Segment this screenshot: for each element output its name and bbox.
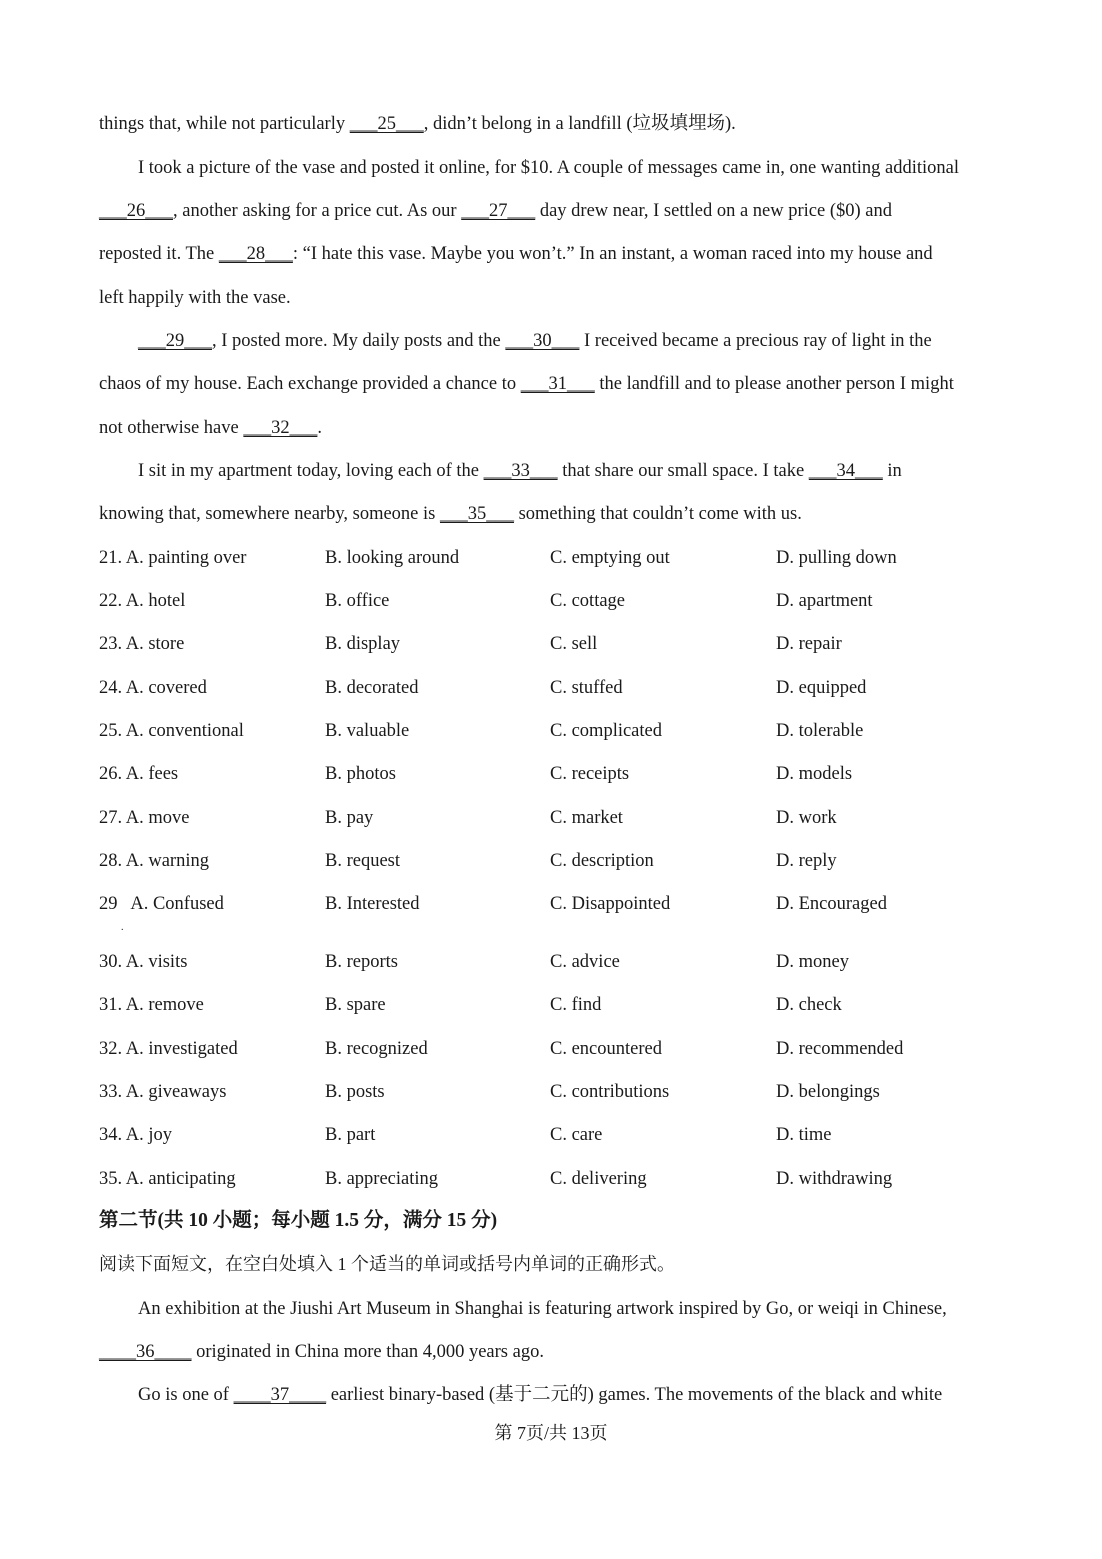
option-a: 28. A. warning	[99, 851, 209, 871]
passage-line	[138, 1297, 947, 1321]
option-d: D. models	[776, 764, 853, 784]
option-b: B. office	[325, 591, 390, 611]
option-a: 35. A. anticipating	[99, 1169, 236, 1189]
passage-text: things that, while not particularly	[99, 114, 350, 134]
passage-text: I received became a precious ray of light in the	[579, 331, 932, 351]
option-row	[99, 950, 999, 974]
option-row	[99, 589, 999, 613]
option-c: C. stuffed	[550, 678, 623, 698]
passage-text: An exhibition at the Jiushi Art Museum in Shanghai is featuring artwork inspired by Go, or weiqi in Chinese,	[138, 1299, 947, 1319]
option-c: C. sell	[550, 634, 598, 654]
passage-text: I sit in my apartment today, loving each of the	[138, 461, 484, 481]
option-d: D. work	[776, 808, 837, 828]
option-b: B. request	[325, 851, 401, 871]
option-b: B. posts	[325, 1082, 385, 1102]
option-d: D. withdrawing	[776, 1169, 893, 1189]
passage-text: in	[882, 461, 902, 481]
option-c: C. contributions	[550, 1082, 670, 1102]
option-a: 21. A. painting over	[99, 548, 247, 568]
option-row	[99, 676, 999, 700]
option-d: D. equipped	[776, 678, 867, 698]
option-d: D. pulling down	[776, 548, 897, 568]
option-b: B. reports	[325, 952, 398, 972]
blank-29: ___29___	[138, 331, 212, 351]
passage-text: reposted it. The	[99, 244, 219, 264]
blank-33: ___33___	[483, 461, 558, 481]
page-number: 第 7页/共 13页	[494, 1423, 608, 1443]
blank-35: ___35___	[439, 504, 514, 524]
option-d: D. Encouraged	[776, 894, 887, 914]
passage-line	[138, 156, 959, 180]
option-a: 23. A. store	[99, 634, 185, 654]
option-d: D. repair	[776, 634, 842, 654]
passage-text: originated in China more than 4,000 years ago.	[191, 1342, 544, 1362]
passage-line	[99, 372, 954, 396]
option-a: 30. A. visits	[99, 952, 188, 972]
option-b: B. pay	[325, 808, 374, 828]
passage-line	[99, 242, 933, 266]
option-b: B. display	[325, 634, 401, 654]
stray-dot: .	[121, 922, 124, 933]
option-b: B. photos	[325, 764, 396, 784]
option-a: 29 A. Confused	[99, 894, 224, 914]
option-a: 31. A. remove	[99, 995, 204, 1015]
option-b: B. recognized	[325, 1039, 428, 1059]
blank-34: ___34___	[808, 461, 883, 481]
option-d: D. belongings	[776, 1082, 880, 1102]
option-d: D. tolerable	[776, 721, 864, 741]
option-row	[99, 993, 999, 1017]
option-row	[99, 546, 999, 570]
passage-line	[99, 112, 736, 136]
passage-text: day drew near, I settled on a new price ($0) and	[535, 201, 892, 221]
blank-28: ___28___	[218, 244, 293, 264]
option-c: C. receipts	[550, 764, 630, 784]
passage-line	[138, 329, 932, 353]
passage-text: I took a picture of the vase and posted it online, for $10. A couple of messages came in, one wanting additional	[138, 158, 959, 178]
option-row	[99, 892, 999, 916]
option-b: B. looking around	[325, 548, 460, 568]
option-a: 22. A. hotel	[99, 591, 186, 611]
option-c: C. find	[550, 995, 602, 1015]
option-c: C. market	[550, 808, 623, 828]
option-c: C. advice	[550, 952, 620, 972]
option-c: C. cottage	[550, 591, 626, 611]
passage-text: , another asking for a price cut. As our	[173, 201, 462, 221]
option-row	[99, 1080, 999, 1104]
option-d: D. apartment	[776, 591, 873, 611]
option-d: D. recommended	[776, 1039, 904, 1059]
option-b: B. appreciating	[325, 1169, 439, 1189]
passage-text: left happily with the vase.	[99, 288, 291, 308]
blank-27: ___27___	[461, 201, 536, 221]
option-row	[99, 1123, 999, 1147]
option-c: C. delivering	[550, 1169, 647, 1189]
option-c: C. care	[550, 1125, 603, 1145]
option-b: B. valuable	[325, 721, 410, 741]
option-row	[99, 719, 999, 743]
option-row	[99, 632, 999, 656]
option-b: B. spare	[325, 995, 386, 1015]
option-row	[99, 762, 999, 786]
passage-line	[138, 1383, 942, 1407]
section-instruction: 阅读下面短文，在空白处填入 1 个适当的单词或括号内单词的正确形式。	[99, 1254, 675, 1274]
blank-36: ____36____	[99, 1342, 192, 1362]
option-b: B. Interested	[325, 894, 420, 914]
blank-25: ___25___	[349, 114, 424, 134]
option-b: B. part	[325, 1125, 376, 1145]
passage-line	[99, 286, 291, 310]
option-row	[99, 806, 999, 830]
passage-text: Go is one of	[138, 1385, 234, 1405]
option-a: 27. A. move	[99, 808, 190, 828]
option-c: C. encountered	[550, 1039, 662, 1059]
blank-37: ____37____	[233, 1385, 327, 1405]
option-d: D. time	[776, 1125, 832, 1145]
passage-line	[99, 1340, 544, 1364]
option-d: D. money	[776, 952, 849, 972]
passage-text: knowing that, somewhere nearby, someone is	[99, 504, 440, 524]
blank-32: ___32___	[243, 418, 318, 438]
option-c: C. Disappointed	[550, 894, 671, 914]
option-d: D. reply	[776, 851, 837, 871]
option-a: 34. A. joy	[99, 1125, 172, 1145]
passage-text: that share our small space. I take	[557, 461, 809, 481]
passage-line	[99, 416, 322, 440]
blank-26: ___26___	[99, 201, 173, 221]
option-row	[99, 849, 999, 873]
option-row	[99, 1167, 999, 1191]
option-a: 26. A. fees	[99, 764, 179, 784]
passage-text: , I posted more. My daily posts and the	[212, 331, 506, 351]
passage-text: not otherwise have	[99, 418, 244, 438]
passage-text: earliest binary-based (基于二元的) games. The movements of the black and white	[326, 1385, 943, 1405]
passage-text: , didn’t belong in a landfill (垃圾填埋场).	[423, 114, 736, 134]
passage-text: : “I hate this vase. Maybe you won’t.” In an instant, a woman raced into my house and	[292, 244, 933, 264]
option-d: D. check	[776, 995, 842, 1015]
option-a: 24. A. covered	[99, 678, 207, 698]
passage-text: something that couldn’t come with us.	[513, 504, 802, 524]
option-a: 33. A. giveaways	[99, 1082, 227, 1102]
option-a: 32. A. investigated	[99, 1039, 238, 1059]
blank-30: ___30___	[505, 331, 580, 351]
option-a: 25. A. conventional	[99, 721, 244, 741]
option-b: B. decorated	[325, 678, 419, 698]
passage-line	[138, 459, 902, 483]
blank-31: ___31___	[520, 374, 595, 394]
passage-line	[99, 199, 892, 223]
passage-text: the landfill and to please another person I might	[594, 374, 954, 394]
passage-text: chaos of my house. Each exchange provided a chance to	[99, 374, 521, 394]
section-title: 第二节(共 10 小题；每小题 1.5 分，满分 15 分)	[99, 1210, 498, 1231]
option-row	[99, 1037, 999, 1061]
option-c: C. complicated	[550, 721, 662, 741]
option-c: C. emptying out	[550, 548, 670, 568]
passage-text: .	[317, 418, 322, 438]
option-c: C. description	[550, 851, 654, 871]
passage-line	[99, 502, 802, 526]
